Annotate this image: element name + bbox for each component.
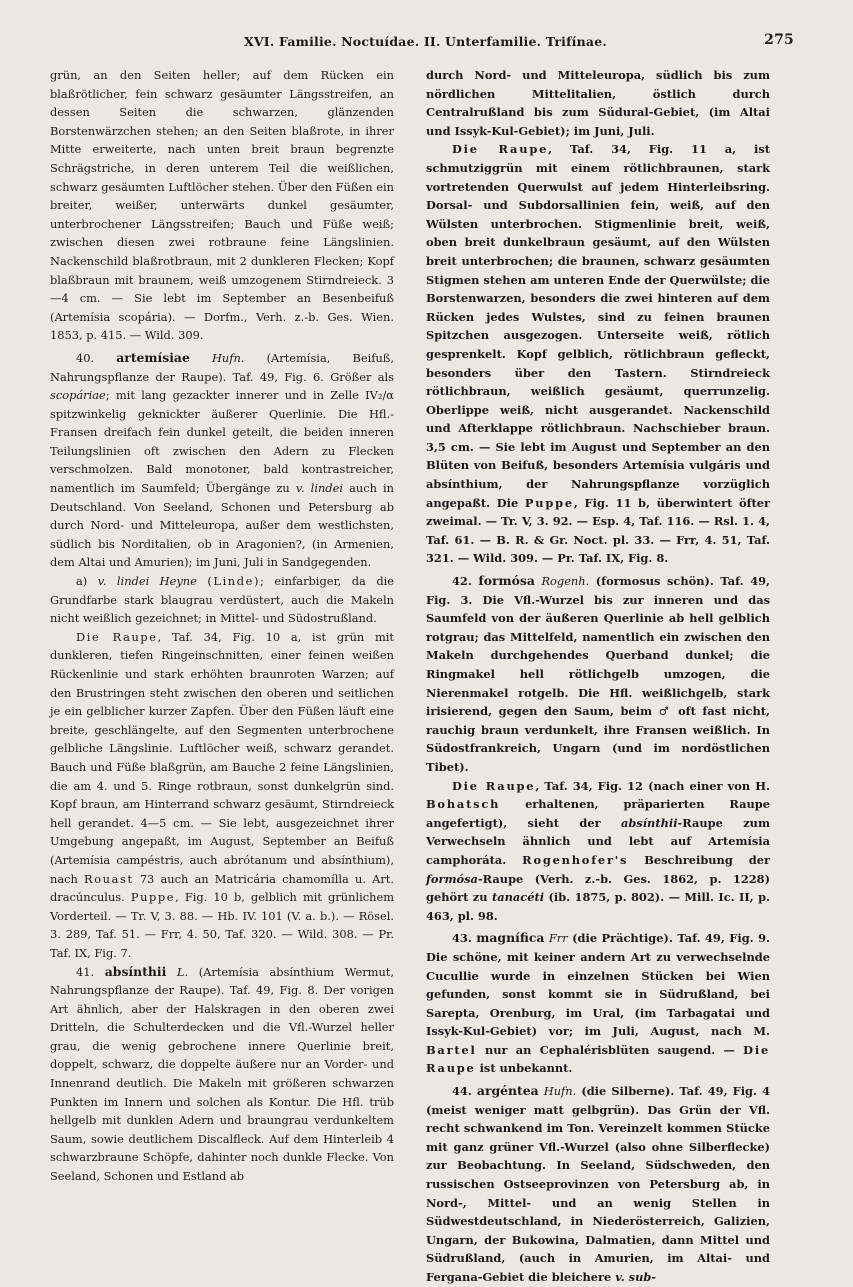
entry-text: , Fig. 11 b, überwintert öfter zweimal. — Tr. V, 3. 92. — Esp. 4, Taf. 116. — Rsl. 1. 4, Taf. 61. — B. R. & Gr. Noct. pl. 33. — Frr, 4. 51, Taf. 321. — Wild. 309. — Pr. Taf. IX, Fig. 8. [426,495,770,566]
entry-text: , Taf. 34, Fig. 11 a, ist schmutziggrün mit einem rötlichbraunen, stark vortretenden Querwulst auf jedem Hinterleibsring. Dorsal- und Subdorsallinien fein, weiß, auf den Wülsten unterbrochen. Stigmenlinie breit, weiß, oben breit dunkelbraun gesäumt, auf den Wülsten breit unterbrochen; die braunen, schwarz gesäumten Stigmen stehen am unteren Ende der Querwülste; die Borstenwarzen, besonders die zwei hinteren auf dem Rücken jedes Wulstes, sind zu feinen braunen Spitzchen ausgezogen. Unterseite weiß, rötlich gesprenkelt. Kopf gelblich, rötlichbraun gefleckt, besonders über den Tastern. Stirndreieck rötlichbraun, weißlich gesäumt, querrunzelig. Oberlippe weiß, nicht ausgerandet. Nackenschild und Afterklappe rötlichbraun. Nachschieber braun. 3,5 cm. — Sie lebt im August und September an den Blüten von Beifuß, besonders Artemísia vulgáris und absínthium, der Nahrungspflanze vorzüglich angepaßt. Die [426,142,770,510]
entry-text: (Artemísia, Beifuß, Nahrungspflanze der Raupe). Taf. 49, Fig. 6. Größer als [50,350,395,384]
caterpillar-description-formosa [426,777,770,926]
entry-text: ; einfarbiger, da die Grundfarbe stark blaugrau verdüstert, auch die Makeln nicht weißlich gezeichnet; in Mittel- und Südostrußland. [50,574,394,626]
left-column [50,66,394,1191]
entry-text: (die Silberne). Taf. 49, Fig. 4 (meist weniger matt gelbgrün). Das Grün der Vfl. recht schwankend im Ton. Vereinzelt kommen Stücke mit ganz grüner Vfl.-Wurzel (also ohne Silberflecke) zur Beobachtung. In Seeland, Südschweden, den russischen Ostseeprovinzen von Petersburg ab, in Nord-, Mittel- und an wenig Stellen in Südwestdeutschland, in Niederösterreich, Galizien, Ungarn, der Bukowina, Dalmatien, dann Mittel und Südrußland, (auch in Amurien, im Altai- und Fergana-Gebiet die bleichere [426,1084,770,1284]
right-column [426,66,771,1284]
variety-name: v. lindei Heyne [97,574,197,589]
header-title: XVI. Familie. Noctuídae. II. Unterfamilie. Trifínae. [244,34,607,49]
species-author: Hufn. [211,350,245,365]
species-number: 42. [452,574,472,589]
species-reference: formósa [426,871,478,886]
species-author: Hufn. [543,1084,577,1099]
species-reference: scopáriae [50,388,106,403]
species-author: Rogenh. [541,574,590,589]
species-entry-argentea [426,1082,770,1287]
entry-text: 73 auch an Matricária chamomílla u. Art. dracúnculus. [50,871,395,905]
person-name: (Linde) [207,574,261,589]
entry-text: , Fig. 10 b, gelblich mit grünlichem Vorderteil. — Tr. V, 3. 88. — Hb. IV. 101 (V. a. b.). — Rösel. 3. 289, Taf. 51. — Frr, 4. 50, Taf. 320. — Wild. 308. — Pr. Taf. IX, Fig. 7. [50,890,395,960]
entry-text: nur an Cephalérisblüten saugend. — [484,1042,735,1057]
entry-text: Beschreibung der [644,852,770,867]
caterpillar-description-absinthii [426,140,770,568]
variety-reference: v. lindei [295,481,343,496]
person-name: Bartel [426,1042,477,1057]
variety-entry-lindei [50,572,394,628]
entry-text: (formosus schön). Taf. 49, Fig. 3. Die Vfl.-Wurzel bis zur inneren und das Saumfeld von der äußeren Querlinie ab hell gelblich rotgrau; das Mittelfeld, namentlich ein zwischen den Makeln durchgehendes Querband dunkel; die Ringmakel hell rötlichgelb umzogen, die Nierenmakel rotgelb. Die Hfl. weißlichgelb, stark irisierend, gegen den Saum, beim ♂ oft fast nicht, rauchig braun verdunkelt, ihre Fransen weißlich. In Südostfrankreich, Ungarn (und im nordöstlichen Tibet). [426,574,771,774]
entry-text: , Taf. 34, Fig. 12 (nach einer von H. [535,778,770,793]
pupa-label: Puppe [130,890,176,905]
running-header [54,30,794,54]
species-author: L. [176,964,189,979]
entry-text: -Raupe zum Verwechseln ähnlich und lebt auf Artemísia camphoráta. [426,815,770,867]
species-number: 44. [452,1084,472,1099]
entry-text: , Taf. 34, Fig. 10 a, ist grün mit dunkleren, tiefen Ringeinschnitten, einer feinen weißen Rückenlinie und stark erhöhten braunroten Warzen; auf den Brustringen steht zwischen den oberen und seitlichen je ein gelblicher kurzer Zapfen. Über den Füßen läuft eine breite, geschlängelte, auf den Segmenten unterbrochene gelbliche Längslinie. Luftlöcher weiß, schwarz gerandet. Bauch und Füße blaßgrün, am Bauche 2 feine Längslinien, die am 4. und 5. Ringe rotbraun, sonst dunkelgrün sind. Kopf braun, am Hinterrand schwarz gesäumt, Stirndreieck hell gerandet. 4—5 cm. — Sie lebt, ausgezeichnet ihrer Umgebung angepaßt, im August, September an Beifuß (Artemísia campéstris, auch abrótanum und absínthium), nach [50,629,394,886]
species-author: Frr [548,931,568,946]
person-name: Bohatsch [426,797,501,812]
entry-text: (Artemísia absínthium Wermut, Nahrungspflanze der Raupe). Taf. 49, Fig. 8. Der vorigen Art ähnlich, aber der Halskragen in den oberen zwei Dritteln, die Schulterdecken und die Vfl.-Wurzel heller grau, die wenig gebrochene innere Querlinie breit, doppelt, schwarz, die doppelte äußere nur an Vorder- und Innenrand deutlich. Die Makeln mit größeren schwarzen Punkten im Innern und solchen als Kontur. Die Hfl. trüb hellgelb mit dunklen Adern und braungrau verdunkeltem Saum, sowie deutlichem Discalfleck. Auf dem Hinterleib 4 schwarzbraune Schöpfe, dahinter noch dunkle Flecke. Von Seeland, Schonen und Estland ab [50,964,395,1184]
species-name: formósa [478,573,535,589]
variety-prefix: a) [76,574,88,589]
entry-text: (ib. 1875, p. 802). — Mill. Ic. II, p. 463, pl. 98. [426,890,770,923]
person-name: Rouast [84,871,134,886]
species-reference: absínthii [620,815,678,830]
caterpillar-label: Die Raupe [426,1042,770,1076]
variety-reference: v. sub- [615,1270,657,1284]
caterpillar-description-artemisiae [50,628,394,963]
species-number: 40. [76,350,95,365]
entry-text: ; mit lang gezackter innerer und in Zelle IV₂/α spitzwinkelig geknickter äußerer Querlinie. Die Hfl.-Fransen dreifach fein dunkel geteilt, die beiden inneren Teilungslinien oft zwischen den Adern zu Flecken verschmolzen. Bald monotoner, bald kontrastreicher, namentlich im Saumfeld; Übergänge zu [50,388,394,496]
caterpillar-label: Die Raupe [76,629,158,644]
species-name: artemísiae [116,349,190,365]
species-entry-absinthii-continued [426,66,770,140]
paragraph-text: durch Nord- und Mitteleuropa, südlich bis zum nördlichen Mittelitalien, östlich durch Centralrußland bis zum Südural-Gebiet, (im Altai und Issyk-Kul-Gebiet); im Juni, Juli. [426,68,770,138]
species-entry-absinthii [50,963,394,1186]
species-name: argéntea [476,1083,539,1099]
entry-text: (die Prächtige). Taf. 49, Fig. 9. Die schöne, mit keiner andern Art zu verwechselnde Cucullie wurde in einzelnen Stücken bei Wien gefunden, sonst kommt sie in Südrußland, bei Sarepta, Orenburg, im Ural, (im Tarbagatai und Issyk-Kul-Gebiet) vor; im Juli, August, nach M. [426,931,770,1039]
pupa-label: Puppe [524,495,574,510]
species-entry-formosa [426,572,770,777]
paragraph-caterpillar-description-continued [50,66,394,345]
species-name: absínthii [104,963,167,979]
person-name: Rogenhofer's [522,852,629,867]
caterpillar-label: Die Raupe [452,142,549,157]
species-entry-magnifica [426,929,770,1078]
page-number: 275 [764,32,794,48]
paragraph-text: grün, an den Seiten heller; auf dem Rücken ein blaßrötlicher, fein schwarz gesäumter Längsstreifen, an dessen Seiten die schwarzen, glänzenden Borstenwärzchen stehen; an den Seiten blaßrote, in ihrer Mitte erweiterte, nach unten breit braun begrenzte Schrägstriche, in deren unterem Teil die weißlichen, schwarz gesäumten Luftlöcher stehen. Über den Füßen ein breiter, weißer, unterwärts dunkel gesäumter, unterbrochener Längsstreifen; Bauch und Füße weiß; zwischen diesen zwei rotbraune feine Längslinien. Nackenschild blaßrotbraun, mit 2 dunkleren Flecken; Kopf blaßbraun mit braunem, weiß umzogenem Stirndreieck. 3—4 cm. — Sie lebt im September an Besenbeifuß (Artemísia scopária). — Dorfm., Verh. z.-b. Ges. Wien. 1853, p. 415. — Wild. 309. [50,68,394,343]
entry-text: auch in Deutschland. Von Seeland, Schonen und Petersburg ab durch Nord- und Mitteleuropa, außer dem westlichsten, südlich bis Norditalien, ob in Aragonien?, (in Armenien, dem Altai und Amurien); im Juni, Juli in Sandgegenden. [50,481,395,570]
species-name: magnífica [476,930,545,946]
species-number: 43. [452,931,472,946]
caterpillar-label: Die Raupe [452,778,536,793]
species-number: 41. [76,964,95,979]
entry-text: -Raupe (Verh. z.-b. Ges. 1862, p. 1228) gehört zu [426,871,770,905]
species-entry-artemisiae [50,349,394,572]
entry-text: erhaltenen, präparierten Raupe angefertigt), sieht der [426,797,770,830]
species-reference: tanacéti [491,890,545,905]
entry-text: ist unbekannt. [479,1061,573,1076]
